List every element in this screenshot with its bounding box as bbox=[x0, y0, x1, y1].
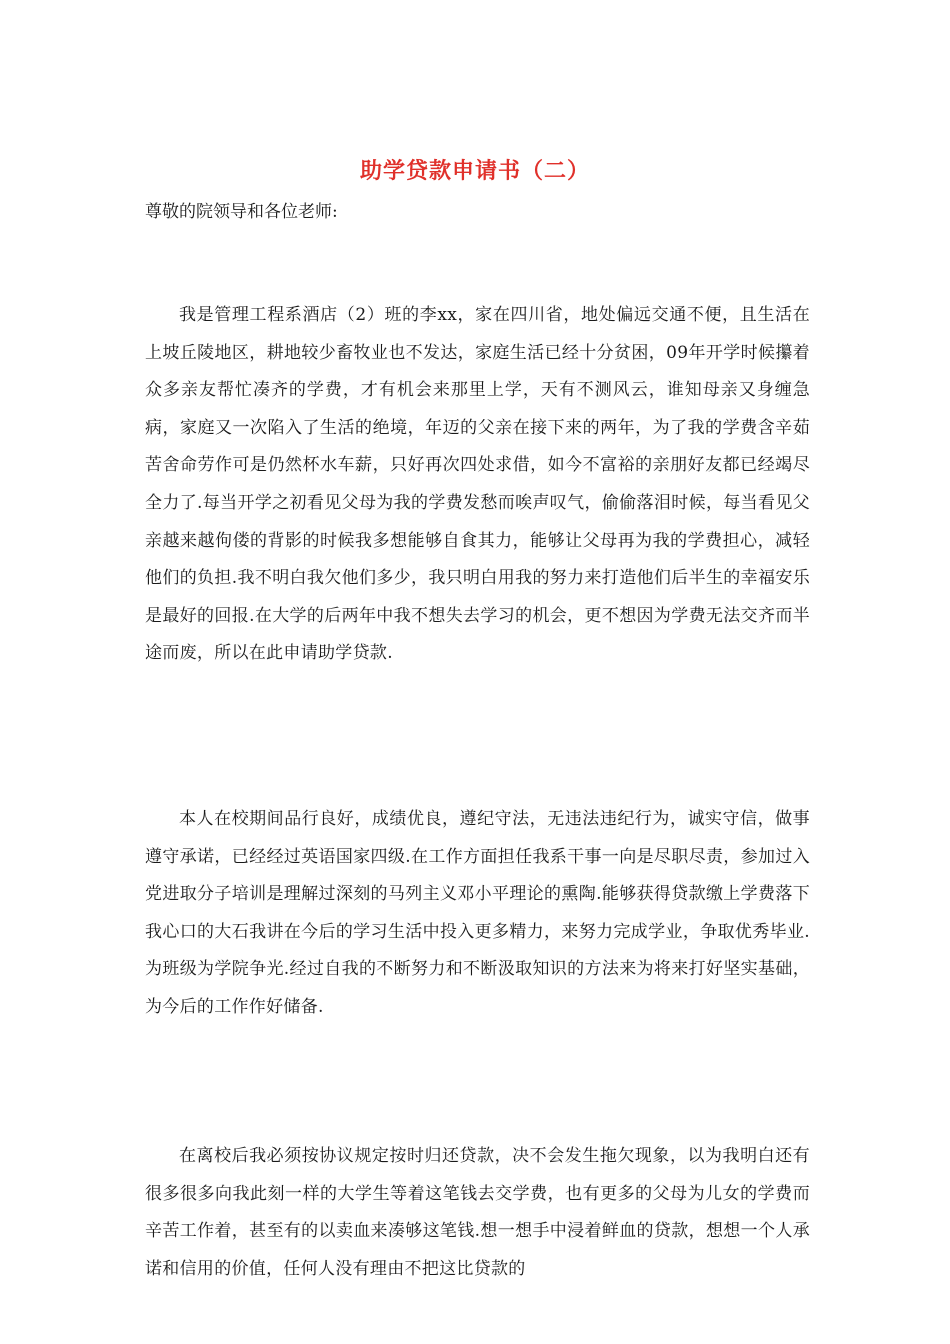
body-paragraph-3: 在离校后我必须按协议规定按时归还贷款，决不会发生拖欠现象，以为我明白还有很多很多向我此刻一样的大学生等着这笔钱去交学费，也有更多的父母为儿女的学费而辛苦工作着，甚至有的以卖血来凑够这笔钱.想一想手中浸着鲜血的贷款，想想一个人承诺和信用的价值，任何人没有理由不把这比贷款的 bbox=[145, 1146, 810, 1279]
document-title: 助学贷款申请书（二） bbox=[359, 158, 590, 184]
salutation: 尊敬的院领导和各位老师: bbox=[145, 202, 338, 222]
body-paragraph-1: 我是管理工程系酒店（2）班的李xx，家在四川省，地处偏远交通不便，且生活在上坡丘陵地区，耕地较少畜牧业也不发达，家庭生活已经十分贫困，09年开学时候攥着众多亲友帮忙凑齐的学费，才有机会来那里上学，天有不测风云，谁知母亲又身缠急病，家庭又一次陷入了生活的绝境，年迈的父亲在接下来的两年，为了我的学费含辛茹苦舍命劳作可是仍然杯水车薪，只好再次四处求借，如今不富裕的亲朋好友都已经竭尽全力了.每当开学之初看见父母为我的学费发愁而唉声叹气，偷偷落泪时候，每当看见父亲越来越佝偻的背影的时候我多想能够自食其力，能够让父母再为我的学费担心，减轻他们的负担.我不明白我欠他们多少，我只明白用我的努力来打造他们后半生的幸福安乐是最好的回报.在大学的后两年中我不想失去学习的机会，更不想因为学费无法交齐而半途而废，所以在此申请助学贷款. bbox=[145, 305, 810, 664]
body-paragraph-2: 本人在校期间品行良好，成绩优良，遵纪守法，无违法违纪行为，诚实守信，做事遵守承诺，已经经过英语国家四级.在工作方面担任我系干事一向是尽职尽责，参加过入党进取分子培训是理解过深刻的马列主义邓小平理论的熏陶.能够获得贷款缴上学费落下我心口的大石我讲在今后的学习生活中投入更多精力，来努力完成学业，争取优秀毕业.为班级为学院争光.经过自我的不断努力和不断汲取知识的方法来为将来打好坚实基础，为今后的工作作好储备. bbox=[145, 809, 810, 1017]
